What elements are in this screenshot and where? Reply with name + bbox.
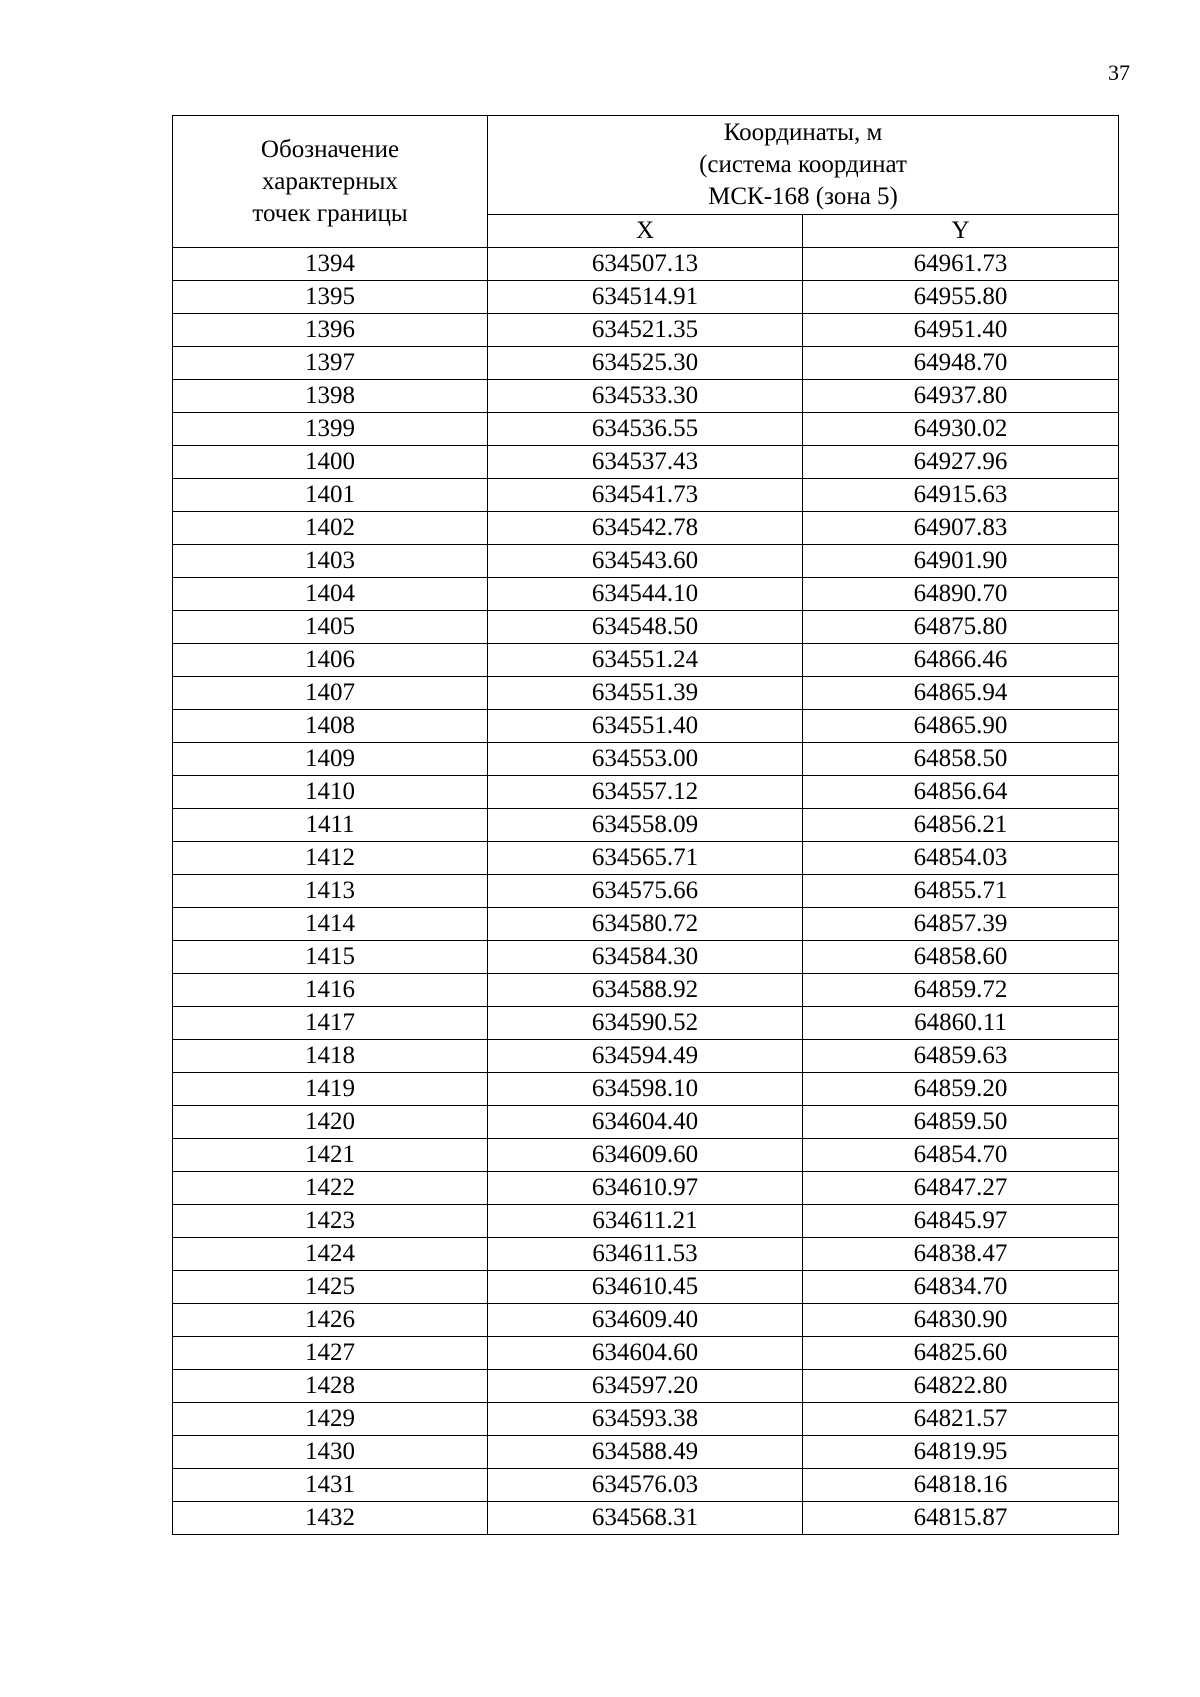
x-coordinate-cell: 634544.10 xyxy=(488,578,803,611)
x-coordinate-cell: 634541.73 xyxy=(488,479,803,512)
point-cell: 1409 xyxy=(173,743,488,776)
point-cell: 1394 xyxy=(173,248,488,281)
x-coordinate-cell: 634576.03 xyxy=(488,1469,803,1502)
x-coordinate-cell: 634551.24 xyxy=(488,644,803,677)
x-coordinate-cell: 634548.50 xyxy=(488,611,803,644)
point-cell: 1426 xyxy=(173,1304,488,1337)
table-body xyxy=(173,248,1119,1535)
y-coordinate-cell: 64907.83 xyxy=(803,512,1119,545)
table-row xyxy=(173,248,1119,281)
x-coordinate-cell: 634597.20 xyxy=(488,1370,803,1403)
point-cell: 1401 xyxy=(173,479,488,512)
point-cell: 1419 xyxy=(173,1073,488,1106)
header-row-top xyxy=(173,116,1119,215)
point-cell: 1424 xyxy=(173,1238,488,1271)
x-coordinate-cell: 634593.38 xyxy=(488,1403,803,1436)
table-row xyxy=(173,1337,1119,1370)
point-cell: 1400 xyxy=(173,446,488,479)
point-cell: 1407 xyxy=(173,677,488,710)
coordinates-table xyxy=(172,115,1119,1535)
point-cell: 1413 xyxy=(173,875,488,908)
y-coordinate-cell: 64825.60 xyxy=(803,1337,1119,1370)
table-row xyxy=(173,908,1119,941)
y-coordinate-cell: 64818.16 xyxy=(803,1469,1119,1502)
table-row xyxy=(173,281,1119,314)
y-coordinate-cell: 64859.20 xyxy=(803,1073,1119,1106)
coordinates-header-line: Координаты, м xyxy=(723,119,883,146)
point-cell: 1397 xyxy=(173,347,488,380)
point-cell: 1405 xyxy=(173,611,488,644)
table-row xyxy=(173,842,1119,875)
table-row xyxy=(173,644,1119,677)
y-coordinate-cell: 64838.47 xyxy=(803,1238,1119,1271)
table-row xyxy=(173,941,1119,974)
table-row xyxy=(173,1007,1119,1040)
x-coordinate-cell: 634611.53 xyxy=(488,1238,803,1271)
x-coordinate-cell: 634521.35 xyxy=(488,314,803,347)
y-coordinate-cell: 64854.03 xyxy=(803,842,1119,875)
y-coordinate-cell: 64865.90 xyxy=(803,710,1119,743)
x-coordinate-cell: 634588.49 xyxy=(488,1436,803,1469)
point-cell: 1432 xyxy=(173,1502,488,1535)
y-coordinate-cell: 64858.60 xyxy=(803,941,1119,974)
point-cell: 1412 xyxy=(173,842,488,875)
point-cell: 1406 xyxy=(173,644,488,677)
y-coordinate-cell: 64858.50 xyxy=(803,743,1119,776)
x-coordinate-cell: 634611.21 xyxy=(488,1205,803,1238)
x-coordinate-cell: 634598.10 xyxy=(488,1073,803,1106)
y-coordinate-cell: 64901.90 xyxy=(803,545,1119,578)
x-coordinate-cell: 634588.92 xyxy=(488,974,803,1007)
x-coordinate-cell: 634594.49 xyxy=(488,1040,803,1073)
x-coordinate-cell: 634537.43 xyxy=(488,446,803,479)
y-coordinate-cell: 64856.21 xyxy=(803,809,1119,842)
coordinates-header-line: (система координат xyxy=(699,151,907,178)
table-row xyxy=(173,710,1119,743)
point-cell: 1425 xyxy=(173,1271,488,1304)
y-coordinate-cell: 64822.80 xyxy=(803,1370,1119,1403)
point-cell: 1396 xyxy=(173,314,488,347)
y-coordinate-cell: 64865.94 xyxy=(803,677,1119,710)
x-coordinate-cell: 634565.71 xyxy=(488,842,803,875)
x-coordinate-cell: 634610.45 xyxy=(488,1271,803,1304)
designation-header-line: Обозначение xyxy=(260,135,400,163)
y-coordinate-cell: 64930.02 xyxy=(803,413,1119,446)
point-cell: 1422 xyxy=(173,1172,488,1205)
x-coordinate-cell: 634533.30 xyxy=(488,380,803,413)
x-coordinate-cell: 634609.60 xyxy=(488,1139,803,1172)
x-coordinate-cell: 634604.60 xyxy=(488,1337,803,1370)
point-cell: 1420 xyxy=(173,1106,488,1139)
y-coordinate-cell: 64955.80 xyxy=(803,281,1119,314)
y-coordinate-cell: 64866.46 xyxy=(803,644,1119,677)
y-coordinate-cell: 64857.39 xyxy=(803,908,1119,941)
table-row xyxy=(173,1436,1119,1469)
x-coordinate-cell: 634604.40 xyxy=(488,1106,803,1139)
x-coordinate-cell: 634610.97 xyxy=(488,1172,803,1205)
x-coordinate-cell: 634551.40 xyxy=(488,710,803,743)
y-coordinate-cell: 64855.71 xyxy=(803,875,1119,908)
point-cell: 1417 xyxy=(173,1007,488,1040)
point-cell: 1414 xyxy=(173,908,488,941)
coordinates-header-line: МСК-168 (зона 5) xyxy=(708,183,898,210)
designation-header-line: характерных xyxy=(262,167,398,195)
y-coordinate-cell: 64915.63 xyxy=(803,479,1119,512)
table-row xyxy=(173,1205,1119,1238)
table-row xyxy=(173,1172,1119,1205)
x-coordinate-cell: 634542.78 xyxy=(488,512,803,545)
y-coordinate-cell: 64821.57 xyxy=(803,1403,1119,1436)
y-coordinate-cell: 64847.27 xyxy=(803,1172,1119,1205)
y-coordinate-cell: 64859.50 xyxy=(803,1106,1119,1139)
point-cell: 1428 xyxy=(173,1370,488,1403)
point-cell: 1408 xyxy=(173,710,488,743)
point-cell: 1421 xyxy=(173,1139,488,1172)
y-coordinate-cell: 64875.80 xyxy=(803,611,1119,644)
point-cell: 1399 xyxy=(173,413,488,446)
x-coordinate-cell: 634575.66 xyxy=(488,875,803,908)
y-coordinate-cell: 64830.90 xyxy=(803,1304,1119,1337)
point-cell: 1429 xyxy=(173,1403,488,1436)
point-cell: 1431 xyxy=(173,1469,488,1502)
y-coordinate-cell: 64834.70 xyxy=(803,1271,1119,1304)
coordinates-header xyxy=(488,116,1119,215)
designation-header-line: точек границы xyxy=(252,199,408,227)
point-cell: 1410 xyxy=(173,776,488,809)
point-cell: 1398 xyxy=(173,380,488,413)
y-coordinate-cell: 64859.63 xyxy=(803,1040,1119,1073)
table-row xyxy=(173,479,1119,512)
y-coordinate-cell: 64937.80 xyxy=(803,380,1119,413)
x-coordinate-cell: 634584.30 xyxy=(488,941,803,974)
table-row xyxy=(173,1040,1119,1073)
y-coordinate-cell: 64951.40 xyxy=(803,314,1119,347)
table-row xyxy=(173,1370,1119,1403)
table-row xyxy=(173,1304,1119,1337)
x-coordinate-cell: 634568.31 xyxy=(488,1502,803,1535)
x-coordinate-cell: 634609.40 xyxy=(488,1304,803,1337)
table-row xyxy=(173,809,1119,842)
table-row xyxy=(173,875,1119,908)
designation-header xyxy=(173,116,488,248)
y-coordinate-cell: 64854.70 xyxy=(803,1139,1119,1172)
table-row xyxy=(173,512,1119,545)
x-coordinate-cell: 634551.39 xyxy=(488,677,803,710)
y-column-header: Y xyxy=(803,215,1119,248)
x-coordinate-cell: 634525.30 xyxy=(488,347,803,380)
x-coordinate-cell: 634514.91 xyxy=(488,281,803,314)
point-cell: 1416 xyxy=(173,974,488,1007)
y-coordinate-cell: 64860.11 xyxy=(803,1007,1119,1040)
x-coordinate-cell: 634536.55 xyxy=(488,413,803,446)
point-cell: 1411 xyxy=(173,809,488,842)
table-row xyxy=(173,743,1119,776)
point-cell: 1427 xyxy=(173,1337,488,1370)
table-row xyxy=(173,974,1119,1007)
table-row xyxy=(173,1238,1119,1271)
x-coordinate-cell: 634553.00 xyxy=(488,743,803,776)
x-column-header: X xyxy=(488,215,803,248)
point-cell: 1395 xyxy=(173,281,488,314)
table-header xyxy=(173,116,1119,248)
point-cell: 1404 xyxy=(173,578,488,611)
table-row xyxy=(173,314,1119,347)
table-row xyxy=(173,380,1119,413)
y-coordinate-cell: 64819.95 xyxy=(803,1436,1119,1469)
point-cell: 1415 xyxy=(173,941,488,974)
table-row xyxy=(173,1139,1119,1172)
page-number: 37 xyxy=(1108,60,1130,85)
y-coordinate-cell: 64948.70 xyxy=(803,347,1119,380)
y-coordinate-cell: 64856.64 xyxy=(803,776,1119,809)
table-row xyxy=(173,413,1119,446)
table-row xyxy=(173,347,1119,380)
x-coordinate-cell: 634557.12 xyxy=(488,776,803,809)
y-coordinate-cell: 64815.87 xyxy=(803,1502,1119,1535)
table-row xyxy=(173,1403,1119,1436)
x-coordinate-cell: 634543.60 xyxy=(488,545,803,578)
table-row xyxy=(173,776,1119,809)
y-coordinate-cell: 64927.96 xyxy=(803,446,1119,479)
table-row xyxy=(173,611,1119,644)
x-coordinate-cell: 634507.13 xyxy=(488,248,803,281)
point-cell: 1430 xyxy=(173,1436,488,1469)
table-row xyxy=(173,677,1119,710)
table-row xyxy=(173,1469,1119,1502)
table-row xyxy=(173,1106,1119,1139)
table-row xyxy=(173,1271,1119,1304)
table-row xyxy=(173,1073,1119,1106)
y-coordinate-cell: 64859.72 xyxy=(803,974,1119,1007)
y-coordinate-cell: 64961.73 xyxy=(803,248,1119,281)
point-cell: 1423 xyxy=(173,1205,488,1238)
table-row xyxy=(173,545,1119,578)
table-row xyxy=(173,446,1119,479)
x-coordinate-cell: 634590.52 xyxy=(488,1007,803,1040)
x-coordinate-cell: 634580.72 xyxy=(488,908,803,941)
y-coordinate-cell: 64890.70 xyxy=(803,578,1119,611)
point-cell: 1402 xyxy=(173,512,488,545)
point-cell: 1418 xyxy=(173,1040,488,1073)
x-coordinate-cell: 634558.09 xyxy=(488,809,803,842)
table-row xyxy=(173,1502,1119,1535)
y-coordinate-cell: 64845.97 xyxy=(803,1205,1119,1238)
point-cell: 1403 xyxy=(173,545,488,578)
table-row xyxy=(173,578,1119,611)
